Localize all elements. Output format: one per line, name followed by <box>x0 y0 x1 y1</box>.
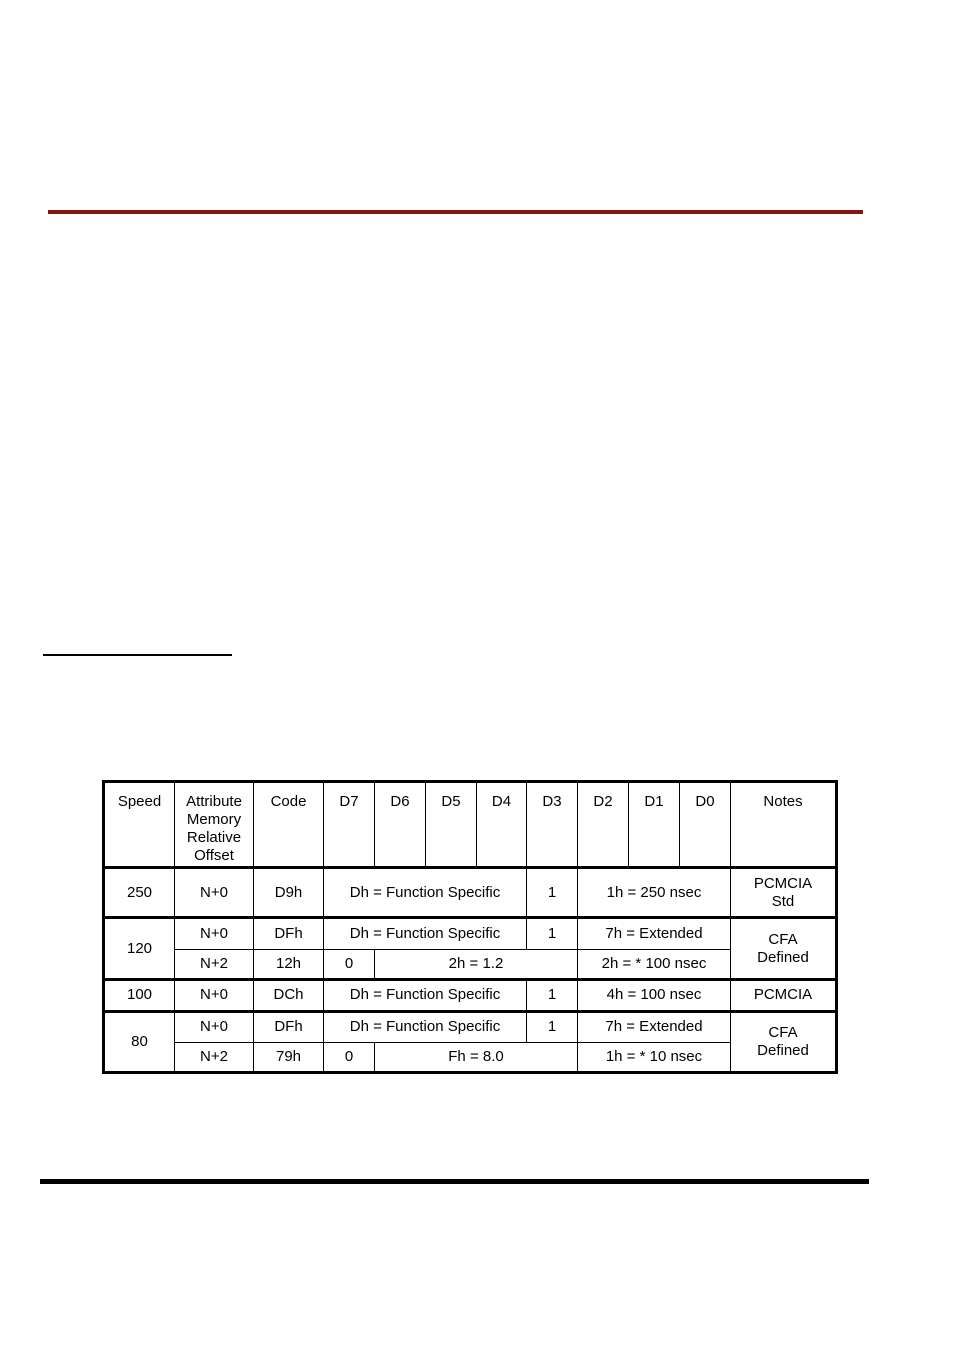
offset-cell: N+2 <box>175 949 254 979</box>
table-row <box>104 868 837 918</box>
high-nibble-cell: Dh = Function Specific <box>324 979 527 1011</box>
table-row <box>104 1042 837 1072</box>
offset-cell: N+0 <box>175 868 254 918</box>
header-d3: D3 <box>527 782 578 868</box>
high-nibble-cell: Dh = Function Specific <box>324 918 527 949</box>
header-attribute-offset: Attribute Memory Relative Offset <box>175 782 254 868</box>
table-row <box>104 918 837 949</box>
offset-cell: N+0 <box>175 979 254 1011</box>
exponent-cell: 1h = * 10 nsec <box>578 1042 731 1072</box>
header-d2: D2 <box>578 782 629 868</box>
notes-cell: CFA Defined <box>731 918 837 979</box>
low-bits-cell: 4h = 100 nsec <box>578 979 731 1011</box>
code-cell: DFh <box>254 1011 324 1042</box>
mantissa-cell: Fh = 8.0 <box>375 1042 578 1072</box>
header-d7: D7 <box>324 782 375 868</box>
notes-cell: CFA Defined <box>731 1011 837 1072</box>
speed-cell: 250 <box>104 868 175 918</box>
exponent-cell: 2h = * 100 nsec <box>578 949 731 979</box>
code-cell: 79h <box>254 1042 324 1072</box>
header-notes: Notes <box>731 782 837 868</box>
header-d6: D6 <box>375 782 426 868</box>
code-cell: D9h <box>254 868 324 918</box>
d7-cell: 0 <box>324 1042 375 1072</box>
d3-cell: 1 <box>527 868 578 918</box>
low-bits-cell: 1h = 250 nsec <box>578 868 731 918</box>
offset-cell: N+0 <box>175 918 254 949</box>
header-speed: Speed <box>104 782 175 868</box>
offset-cell: N+2 <box>175 1042 254 1072</box>
header-divider <box>48 210 863 214</box>
code-cell: DFh <box>254 918 324 949</box>
footer-divider <box>40 1179 869 1184</box>
code-cell: DCh <box>254 979 324 1011</box>
low-bits-cell: 7h = Extended <box>578 918 731 949</box>
notes-cell: PCMCIA Std <box>731 868 837 918</box>
low-bits-cell: 7h = Extended <box>578 1011 731 1042</box>
header-d5: D5 <box>426 782 477 868</box>
code-cell: 12h <box>254 949 324 979</box>
d3-cell: 1 <box>527 918 578 949</box>
header-d0: D0 <box>680 782 731 868</box>
notes-cell: PCMCIA <box>731 979 837 1011</box>
table-row <box>104 1011 837 1042</box>
table-header-row <box>104 782 837 868</box>
speed-cell: 120 <box>104 918 175 979</box>
speed-cell: 80 <box>104 1011 175 1072</box>
d3-cell: 1 <box>527 979 578 1011</box>
section-heading-underline <box>43 654 232 656</box>
d3-cell: 1 <box>527 1011 578 1042</box>
high-nibble-cell: Dh = Function Specific <box>324 868 527 918</box>
header-d4: D4 <box>477 782 527 868</box>
d7-cell: 0 <box>324 949 375 979</box>
offset-cell: N+0 <box>175 1011 254 1042</box>
header-code: Code <box>254 782 324 868</box>
high-nibble-cell: Dh = Function Specific <box>324 1011 527 1042</box>
header-d1: D1 <box>629 782 680 868</box>
table-row <box>104 979 837 1011</box>
speed-timing-table <box>102 780 838 1074</box>
table-row <box>104 949 837 979</box>
speed-cell: 100 <box>104 979 175 1011</box>
mantissa-cell: 2h = 1.2 <box>375 949 578 979</box>
